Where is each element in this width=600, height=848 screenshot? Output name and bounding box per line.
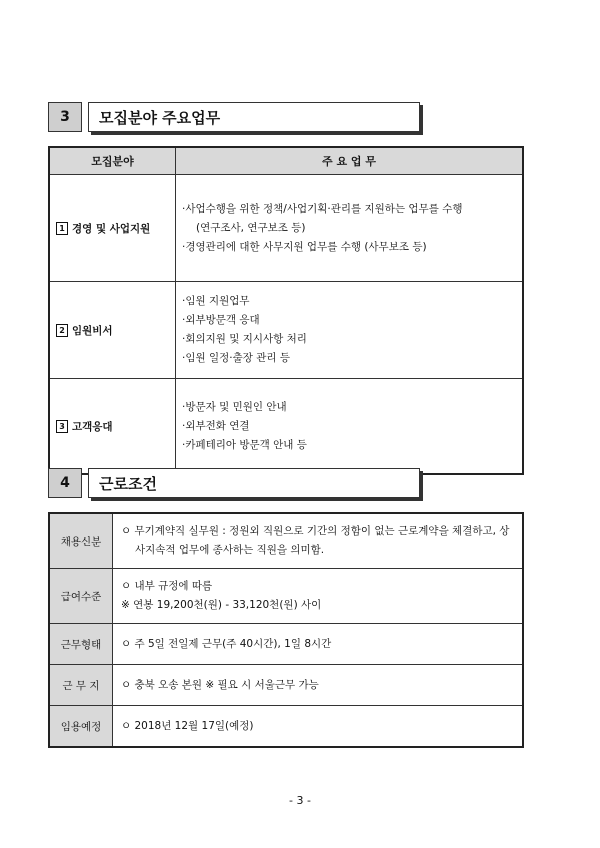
condition-label: 급여수준 — [49, 569, 113, 624]
condition-label: 근무형태 — [49, 624, 113, 665]
header-field: 모집분야 — [49, 147, 176, 175]
condition-value — [113, 513, 524, 569]
page-number: - 3 - — [289, 794, 311, 807]
condition-value — [113, 706, 524, 748]
duty-line: ·경영관리에 대한 사무지원 업무를 수행 (사무보조 등) — [182, 240, 427, 253]
table-row — [49, 706, 523, 748]
condition-value — [113, 624, 524, 665]
table-row — [49, 569, 523, 624]
duty-line: (연구조사, 연구보조 등) — [196, 221, 306, 234]
table-row — [49, 282, 523, 379]
table-header-row — [49, 147, 523, 175]
condition-line: ㅇ 충북 오송 본원 ※ 필요 시 서울근무 가능 — [121, 678, 319, 691]
field-cell — [49, 175, 176, 282]
table-row — [49, 379, 523, 475]
duty-line: ·카페테리아 방문객 안내 등 — [182, 438, 307, 451]
condition-line: 사지속적 업무에 종사하는 직원을 의미함. — [135, 544, 325, 556]
duty-line: ·방문자 및 민원인 안내 — [182, 400, 287, 413]
table-row — [49, 513, 523, 569]
condition-line: ㅇ 주 5일 전일제 근무(주 40시간), 1일 8시간 — [121, 637, 332, 650]
duty-line: ·사업수행을 위한 정책/사업기획·관리를 지원하는 업무를 수행 — [182, 202, 463, 215]
working-conditions-table — [48, 512, 524, 748]
duties-cell — [176, 175, 524, 282]
field-name: 경영 및 사업지원 — [72, 222, 151, 235]
duty-line: ·외부방문객 응대 — [182, 314, 260, 326]
recruitment-duties-table — [48, 146, 524, 475]
condition-line: ㅇ 2018년 12월 17일(예정) — [121, 719, 254, 732]
condition-value — [113, 569, 524, 624]
condition-label: 임용예정 — [49, 706, 113, 748]
duty-line: ·외부전화 연결 — [182, 419, 250, 432]
field-cell — [49, 282, 176, 379]
condition-label: 채용신분 — [49, 513, 113, 569]
section-4-number: 4 — [48, 468, 82, 498]
field-number-box: 2 — [56, 324, 68, 337]
duty-line: ·임원 지원업무 — [182, 295, 250, 307]
section-3-header — [48, 102, 420, 132]
table-row — [49, 175, 523, 282]
duties-cell — [176, 282, 524, 379]
section-3-number: 3 — [48, 102, 82, 132]
condition-label: 근 무 지 — [49, 665, 113, 706]
field-cell — [49, 379, 176, 475]
section-4-title: 근로조건 — [88, 468, 420, 498]
condition-line: ㅇ 무기계약직 실무원 : 정원외 직원으로 기간의 정함이 없는 근로계약을 체결하고, 상 — [121, 525, 510, 537]
section-3-title: 모집분야 주요업무 — [88, 102, 420, 132]
duties-cell — [176, 379, 524, 475]
field-name: 임원비서 — [72, 324, 113, 337]
duty-line: ·회의지원 및 지시사항 처리 — [182, 333, 307, 345]
field-number-box: 1 — [56, 222, 68, 235]
field-name: 고객응대 — [72, 420, 113, 433]
condition-line: ※ 연봉 19,200천(원) - 33,120천(원) 사이 — [121, 599, 322, 611]
condition-line: ㅇ 내부 규정에 따름 — [121, 580, 213, 592]
header-duties: 주 요 업 무 — [176, 147, 524, 175]
table-row — [49, 624, 523, 665]
section-4-header — [48, 468, 420, 498]
field-number-box: 3 — [56, 420, 68, 433]
condition-value — [113, 665, 524, 706]
table-row — [49, 665, 523, 706]
duty-line: ·임원 일정·출장 관리 등 — [182, 352, 290, 364]
